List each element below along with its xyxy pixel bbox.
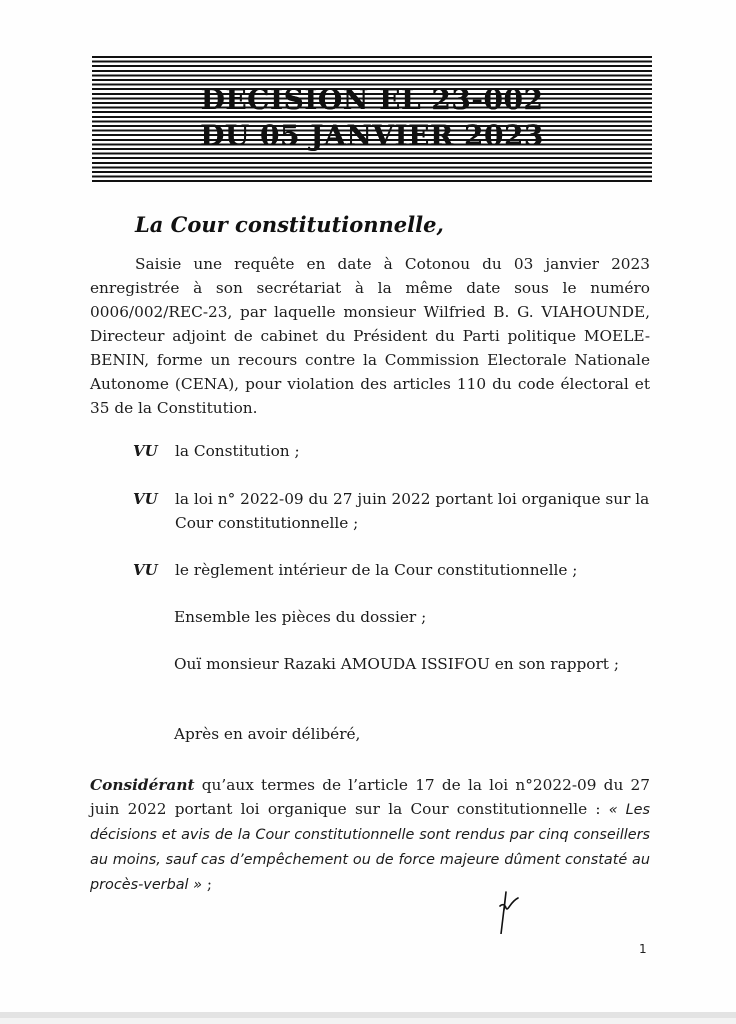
viewer-bottom-strip [0, 1018, 736, 1024]
signature-initials-icon [492, 890, 522, 934]
court-title: La Cour constitutionnelle, [135, 212, 444, 237]
page-number: 1 [639, 942, 647, 956]
considerant-end: ; [202, 875, 213, 893]
vu-text: le règlement intérieur de la Cour constitutionnelle ; [175, 561, 578, 579]
considerant-quote: « Les décisions et avis de la Cour constitutionnelle sont rendus par cinq conseillers au moins, sauf cas d’empêchement ou de force majeure dûment constaté au procès-verbal » [90, 802, 650, 893]
vu-label: VU [133, 561, 158, 579]
oui-text: Ouï monsieur Razaki AMOUDA ISSIFOU en son rapport ; [174, 655, 619, 673]
decision-title [92, 82, 652, 154]
vu-text: la Constitution ; [175, 442, 300, 460]
vu-label: VU [133, 490, 158, 508]
considerant-text: qu’aux termes de l’article 17 de la loi n°2022-09 du 27 juin 2022 portant loi organique sur la Cour constitutionnelle : [90, 776, 650, 818]
considerant-lead: Considérant [90, 776, 195, 794]
vu-label: VU [133, 442, 158, 460]
decision-number: DECISION EL 23-002 [200, 83, 544, 116]
ensemble-text: Ensemble les pièces du dossier ; [174, 608, 427, 626]
vu-text: la loi n° 2022-09 du 27 juin 2022 portant loi organique sur la Cour constitutionnelle ; [175, 490, 650, 532]
apres-text: Après en avoir délibéré, [174, 725, 361, 743]
intro-paragraph: Saisie une requête en date à Cotonou du 03 janvier 2023 enregistrée à son secrétariat à la même date sous le numéro 0006/002/REC-23, par laquelle monsieur Wilfried B. G. VIAHOUNDE, Directeur adjoint de cabinet du Président du Parti politique MOELE-BENIN, forme un recours contre la Commission Electorale Nationale Autonome (CENA), pour violation des articles 110 du code électoral et 35 de la Constitution. [90, 255, 650, 417]
decision-date: DU 05 JANVIER 2023 [200, 119, 544, 152]
considerant-paragraph [90, 773, 650, 897]
